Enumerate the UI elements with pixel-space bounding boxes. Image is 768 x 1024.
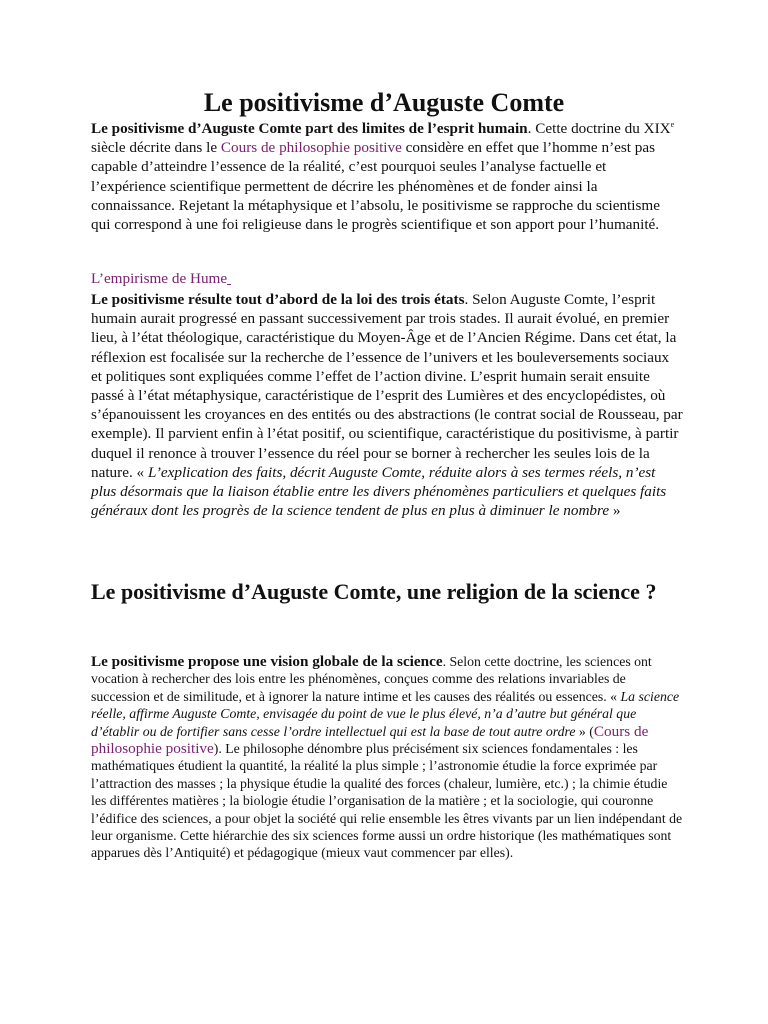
empirisme-hume-link[interactable]: L’empirisme de Hume	[91, 270, 228, 287]
paragraph-text: . Selon Auguste Comte, l’esprit humain aurait progressé en passant successivement par trois stades. Il aurait évolué, en premier lieu, à l’état théologique, caractéristique du Moyen-Âge et de l’Ancien Régime. Dans cet état, la réflexion est focalisée sur la recherche de l’essence de l’univers et les bouleversements sociaux et politiques sont expliquées comme l’effet de l’action divine. L’esprit humain serait ensuite passé à l’état métaphysique, caractéristique de l’esprit des Lumières et des encyclopédistes, où s’épanouissent les croyances en des entités ou des abstractions (le contrat social de Rousseau, par exemple). Il parvient enfin à l’état positif, ou scientifique, caractéristique du positivisme, à partir duquel il renonce à trouver l’essence du réel pour se borner à rechercher les seules lois de la nature. «	[91, 291, 683, 481]
paragraph-text: siècle décrite dans le	[91, 139, 221, 157]
comte-quote: L’explication des faits, décrit Auguste Comte, réduite alors à ses termes réels, n’est plus désormais que la liaison établie entre les divers phénomènes particuliers et quelques faits généraux dont les progrès de la science tendent de plus en plus à diminuer le nombre	[91, 463, 667, 520]
superscript: e	[670, 119, 675, 129]
paragraph-lead: Le positivisme d’Auguste Comte part des limites de l’esprit humain	[91, 120, 528, 137]
page-title: Le positivisme d’Auguste Comte	[203, 88, 565, 117]
paragraph-vision-globale	[91, 653, 683, 862]
comte-quote: La science réelle, affirme Auguste Comte, envisagée du point de vue le plus élevé, n’a d’autre but général que d’établir ou de fortifier sans cesse l’ordre intellectuel qui est la base de tout autre ordre	[91, 688, 680, 739]
paragraph-text: ). Le philosophe dénombre plus précisément six sciences fondamentales : les mathématiques étudient la quantité, la réalité la plus simple ; l’astronomie étudie la force exprimée par l’attraction des masses ; la physique étudie la qualité des forces (chaleur, lumière, etc.) ; la chimie étudie les différentes matières ; la biologie étudie l’organisation de la matière ; et la sociologie, qui couronne l’édifice des sciences, a pour objet la société qui relie ensemble les êtres vivants par un lien indépendant de leur organisme. Cette hiérarchie des six sciences forme aussi un ordre historique (les mathématiques sont apparues dès l’Antiquité) et pédagogique (mieux vaut commencer par elles).	[91, 741, 683, 861]
paragraph-lead: Le positivisme résulte tout d’abord de la loi des trois états	[91, 291, 465, 308]
paragraph-text: » (	[575, 723, 594, 739]
cours-philosophie-link[interactable]: Cours de philosophie positive	[220, 139, 402, 157]
section-heading: Le positivisme d’Auguste Comte, une religion de la science ?	[91, 579, 657, 604]
link-underscore	[227, 270, 231, 287]
quote-close: »	[609, 502, 621, 520]
related-article-link[interactable]	[91, 269, 683, 288]
paragraph-trois-etats	[91, 290, 683, 520]
cours-philosophie-link[interactable]: Cours de philosophie positive	[91, 722, 649, 758]
paragraph-text: . Selon cette doctrine, les sciences ont vocation à rechercher des lois entre les phénomènes, conçues comme des relations invariables de succession et de similitude, et à ignorer la nature intime et les causes des réalités ou essences. «	[91, 654, 652, 704]
paragraph-text: considère en effet que l’homme n’est pas capable d’atteindre l’essence de la réalité, c’est pourquoi seules l’analyse factuelle et l’expérience scientifique permettent de décrire les phénomènes et de fonder ainsi la connaissance. Rejetant la métaphysique et l’absolu, le positivisme se rapproche du scientisme qui correspond à une foi religieuse dans le progrès scientifique et son apport pour l’humanité.	[91, 139, 660, 234]
paragraph-intro	[91, 119, 683, 234]
paragraph-text: . Cette doctrine du XIX	[527, 120, 671, 137]
paragraph-lead: Le positivisme propose une vision globale de la science	[91, 653, 443, 670]
